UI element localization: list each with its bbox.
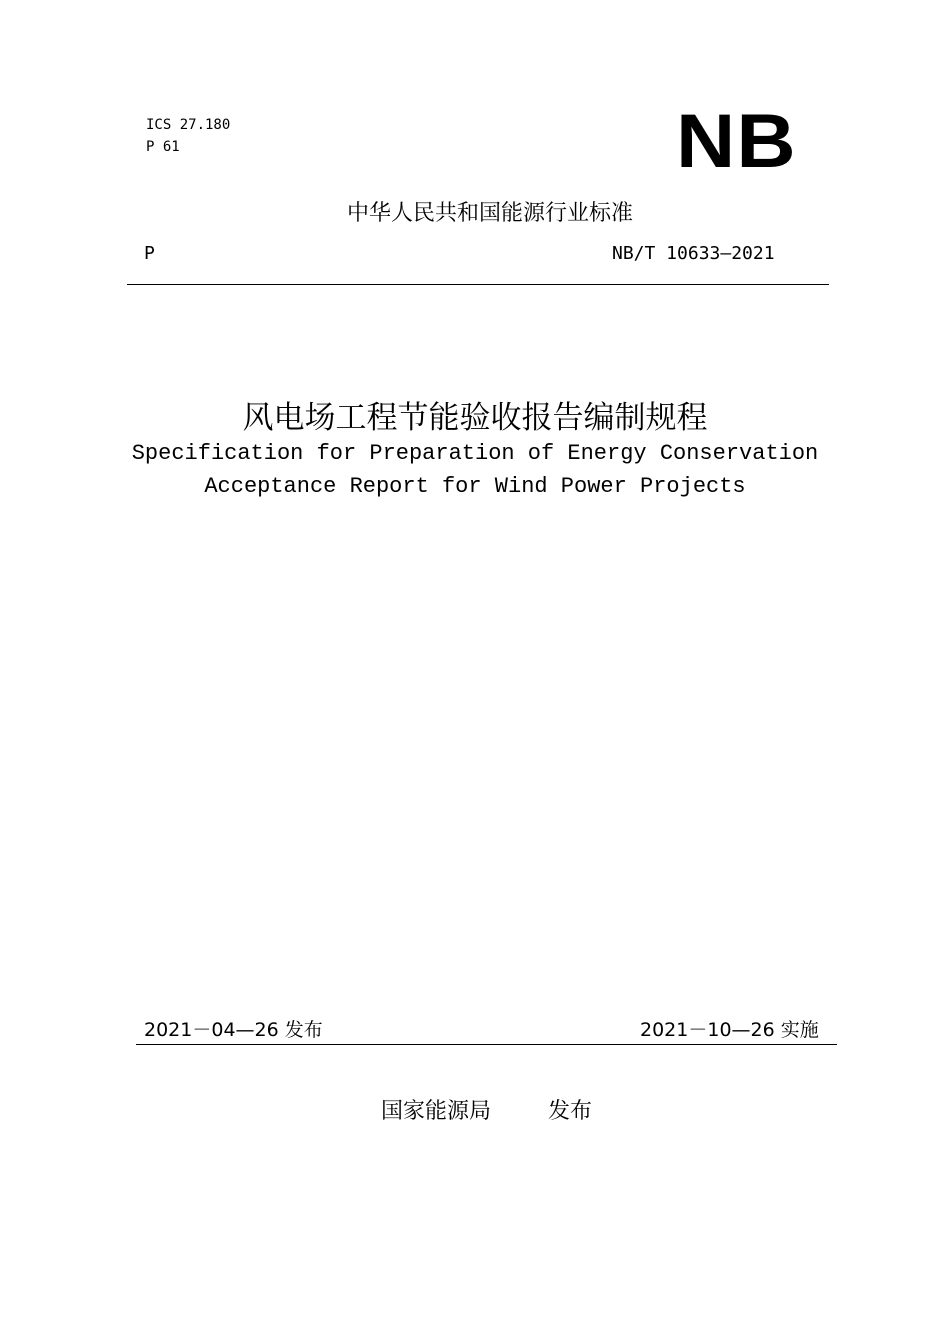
ics-code: ICS 27.180: [146, 117, 231, 133]
document-title-english-line1: Specification for Preparation of Energy Conservation: [131, 441, 819, 466]
standard-number: NB/T 10633—2021: [612, 243, 775, 264]
document-title-english-line2: Acceptance Report for Wind Power Projects: [204, 474, 746, 499]
publisher-action: 发布: [548, 1099, 593, 1124]
footer-divider: [136, 1044, 837, 1045]
header-divider: [127, 284, 829, 285]
implementation-date: 2021－10—26 实施: [640, 1019, 819, 1041]
nb-logo: NB: [676, 99, 797, 184]
publisher-name: 国家能源局: [381, 1099, 492, 1124]
issue-date: 2021－04—26 发布: [144, 1019, 323, 1041]
document-title-chinese: 风电场工程节能验收报告编制规程: [242, 400, 708, 436]
ccs-code: P 61: [146, 139, 180, 155]
classification-letter: P: [144, 243, 155, 264]
issuer-title: 中华人民共和国能源行业标准: [346, 201, 633, 226]
